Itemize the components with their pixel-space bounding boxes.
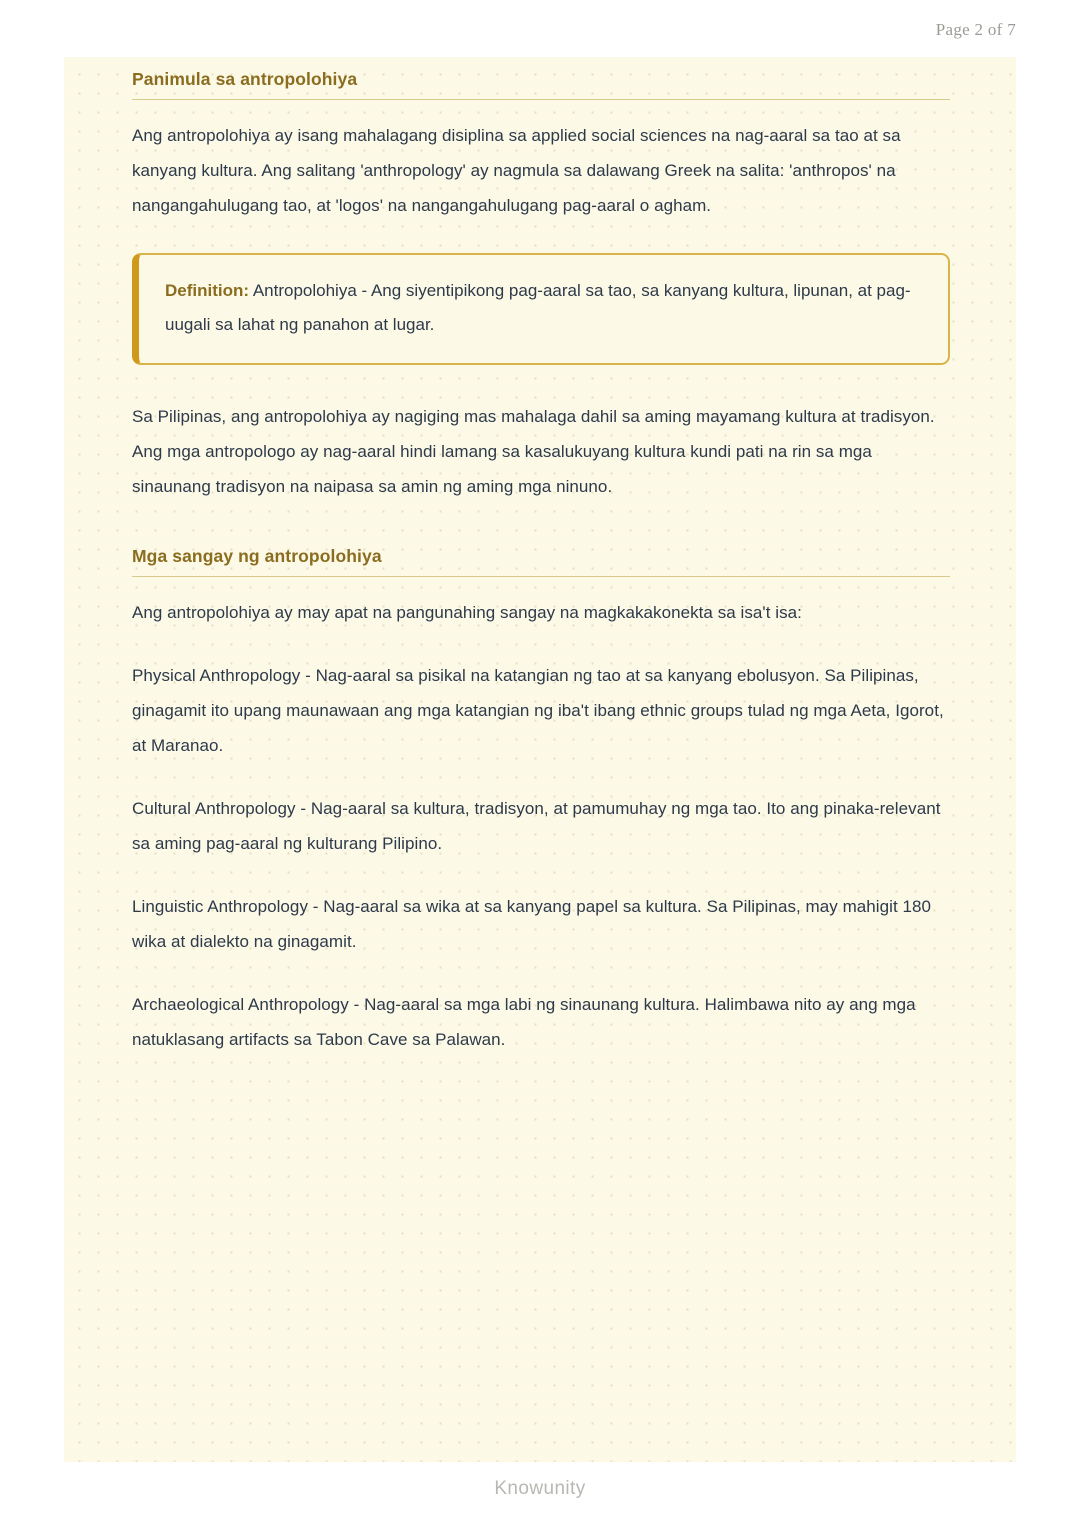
section-divider — [132, 99, 950, 100]
paragraph-spacer — [132, 879, 950, 889]
definition-text: Antropolohiya - Ang siyentipikong pag-aaral sa tao, sa kanyang kultura, lipunan, at pag-uugali sa lahat ng panahon at lugar. — [165, 281, 911, 334]
footer-brand: Knowunity — [494, 1478, 586, 1499]
branch-item-cultural: Cultural Anthropology - Nag-aaral sa kultura, tradisyon, at pamumuhay ng mga tao. Ito ang pinaka-relevant sa aming pag-aaral ng kulturang Pilipino. — [132, 799, 941, 853]
definition-callout — [132, 253, 950, 365]
paragraph-spacer — [132, 977, 950, 987]
branches-lead-paragraph: Ang antropolohiya ay may apat na pangunahing sangay na magkakakonekta sa isa't isa: — [132, 603, 802, 622]
section-title-intro: Panimula sa antropolohiya — [132, 69, 358, 89]
intro-paragraph: Ang antropolohiya ay isang mahalagang disiplina sa applied social sciences na nag-aaral sa tao at sa kanyang kultura. Ang salitang 'anthropology' ay nagmula sa dalawang Greek na salita: 'anthropos' na nangangahulugang tao, at 'logos' na nangangahulugang pag-aaral o agham. — [132, 126, 901, 215]
definition-paragraph — [165, 274, 922, 342]
paragraph-spacer — [132, 648, 950, 658]
page-indicator: Page 2 of 7 — [935, 20, 1016, 39]
section-divider-branches — [132, 576, 950, 577]
philippines-context-paragraph: Sa Pilipinas, ang antropolohiya ay nagiging mas mahalaga dahil sa aming mayamang kultura at tradisyon. Ang mga antropologo ay nag-aaral hindi lamang sa kasalukuyang kultura kundi pati na rin sa mga sinaunang tradisyon na naipasa sa amin ng aming mga ninuno. — [132, 407, 935, 496]
branch-item-linguistic: Linguistic Anthropology - Nag-aaral sa wika at sa kanyang papel sa kultura. Sa Pilipinas, may mahigit 180 wika at dialekto na ginagamit. — [132, 897, 932, 951]
section-title-branches: Mga sangay ng antropolohiya — [132, 546, 382, 566]
section-spacer — [132, 522, 950, 546]
paragraph-spacer — [132, 781, 950, 791]
document-content — [132, 69, 950, 1057]
definition-label: Definition: — [165, 281, 250, 300]
branch-item-physical: Physical Anthropology - Nag-aaral sa pisikal na katangian ng tao at sa kanyang ebolusyon. Sa Pilipinas, ginagamit ito upang maunawaan ang mga katangian ng iba't ibang ethnic groups tulad ng mga Aeta, Igorot, at Maranao. — [132, 666, 944, 755]
branch-item-archaeological: Archaeological Anthropology - Nag-aaral sa mga labi ng sinaunang kultura. Halimbawa nito ay ang mga natuklasang artifacts sa Tabon Cave sa Palawan. — [132, 995, 916, 1049]
document-page — [64, 57, 1016, 1462]
page-header — [0, 0, 1080, 54]
